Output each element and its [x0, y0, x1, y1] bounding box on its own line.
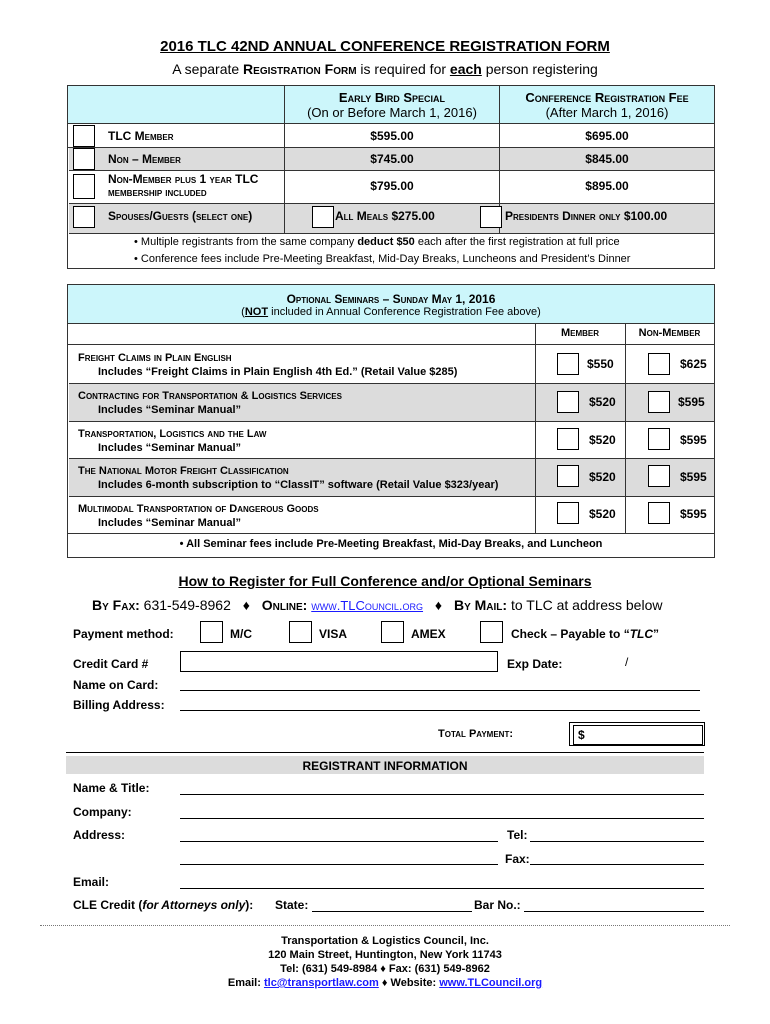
fee-early-value: $795.00 [370, 179, 414, 193]
not-word: NOT [244, 306, 269, 318]
address-field-1[interactable] [180, 841, 498, 842]
seminar-row [78, 351, 457, 379]
seminars-subtitle [68, 306, 714, 318]
fee-note-1 [134, 236, 620, 248]
all-meals-label: All Meals $275.00 [335, 209, 435, 223]
spouses-label: Spouses/Guests (select one) [108, 209, 253, 223]
spouses-checkbox[interactable] [73, 206, 95, 228]
name-on-card-field[interactable] [180, 690, 700, 691]
check-checkbox[interactable] [480, 621, 503, 643]
seminars-footnote: • All Seminar fees include Pre-Meeting Breakfast, Mid-Day Breaks, and Luncheon [179, 538, 603, 550]
regular-fee-title: Conference Registration Fee [525, 90, 689, 105]
check-text-end: ” [653, 627, 660, 641]
footer-phones: Tel: (631) 549-8984 ♦ Fax: (631) 549-8962 [280, 963, 490, 975]
seminar-nonmember-checkbox[interactable] [648, 353, 670, 375]
seminars-table [67, 284, 715, 558]
name-title-label: Name & Title: [73, 781, 150, 795]
fax-field[interactable] [530, 864, 704, 865]
seminar-row [78, 389, 342, 417]
fax-label: By Fax: [92, 597, 140, 613]
fee-row-label-line1: Non-Member plus 1 year TLC [108, 172, 259, 186]
note-text-2: each after the first registration at full price [414, 236, 620, 248]
seminar-nonmember-price: $625 [680, 357, 707, 371]
fee-early-value: $745.00 [370, 152, 414, 166]
seminar-row [78, 427, 266, 455]
seminar-desc: Includes “Freight Claims in Plain English 4th Ed.” (Retail Value $285) [98, 366, 458, 378]
state-field[interactable] [312, 911, 472, 912]
cle-text-end: ): [245, 898, 254, 912]
sub-rest: included in Annual Conference Registration Fee above) [268, 306, 541, 318]
billing-address-label: Billing Address: [73, 698, 165, 712]
cle-credit-label [73, 898, 253, 912]
paren: ( [241, 306, 245, 318]
mail-label: By Mail: [453, 597, 508, 613]
company-label: Company: [73, 805, 132, 819]
subtitle-bold: Registration Form [243, 61, 357, 77]
bar-number-label: Bar No.: [474, 898, 521, 912]
seminar-desc: Includes “Seminar Manual” [98, 404, 242, 416]
form-subtitle [0, 61, 770, 77]
seminar-name: The National Motor Freight Classification [78, 465, 289, 477]
credit-card-input[interactable] [180, 651, 498, 672]
website-link[interactable]: www.TLCouncil.org [311, 598, 424, 613]
footer-separator [40, 925, 730, 926]
subtitle-text-2: is required for [356, 61, 450, 77]
state-label: State: [275, 898, 309, 912]
company-field[interactable] [180, 818, 704, 819]
total-payment-inner [573, 725, 703, 745]
mc-label: M/C [230, 627, 252, 641]
seminar-member-checkbox[interactable] [557, 353, 579, 375]
seminars-title: Optional Seminars – Sunday May 1, 2016 [286, 292, 496, 306]
form-title: 2016 TLC 42ND ANNUAL CONFERENCE REGISTRATION FORM [160, 38, 610, 55]
email-field[interactable] [180, 888, 704, 889]
total-payment-label: Total Payment: [438, 728, 513, 740]
seminar-desc: Includes 6-month subscription to “ClassIT” software (Retail Value $323/year) [98, 479, 499, 491]
regular-fee-subtitle: (After March 1, 2016) [545, 105, 669, 120]
seminar-nonmember-price: $595 [680, 433, 707, 447]
nonmember-column-header: Non-Member [638, 327, 701, 339]
all-meals-checkbox[interactable] [312, 206, 334, 228]
footer-contact [0, 976, 770, 990]
tlc-member-checkbox[interactable] [73, 125, 95, 147]
total-payment-value: $ [578, 728, 585, 742]
tel-field[interactable] [530, 841, 704, 842]
early-bird-subtitle: (On or Before March 1, 2016) [307, 105, 477, 120]
divider [68, 344, 714, 345]
check-tlc: TLC [629, 627, 654, 641]
footer-email-label: Email: [227, 977, 264, 989]
early-bird-header [285, 90, 499, 120]
check-label [511, 627, 659, 641]
early-bird-title: Early Bird Special [338, 90, 446, 105]
cle-italic: for Attorneys only [142, 898, 246, 912]
fee-row-label-text: TLC Member [108, 129, 174, 143]
register-methods [92, 597, 662, 613]
total-payment-box[interactable] [569, 722, 705, 746]
presidents-dinner-label: Presidents Dinner only $100.00 [505, 209, 668, 223]
fee-early-value: $595.00 [370, 129, 414, 143]
amex-label: AMEX [411, 627, 446, 641]
member-column-header: Member [560, 327, 600, 339]
address-field-2[interactable] [180, 864, 498, 865]
diamond-icon: ♦ [242, 597, 250, 613]
address-label: Address: [73, 828, 126, 842]
seminar-member-checkbox[interactable] [557, 391, 579, 413]
how-to-register-title: How to Register for Full Conference and/or Optional Seminars [178, 573, 592, 589]
note-text: • Multiple registrants from the same company [134, 236, 358, 248]
fee-note-2: • Conference fees include Pre-Meeting Breakfast, Mid-Day Breaks, Luncheons and President’s Dinner [134, 253, 631, 265]
billing-address-field[interactable] [180, 710, 700, 711]
exp-date-label: Exp Date: [507, 657, 563, 671]
seminar-member-price: $520 [589, 507, 616, 521]
fee-row-label [108, 129, 174, 143]
bar-number-field[interactable] [524, 911, 704, 912]
seminar-member-price: $550 [587, 357, 614, 371]
seminar-member-checkbox[interactable] [557, 502, 579, 524]
note-bold: deduct $50 [357, 236, 415, 248]
non-member-checkbox[interactable] [73, 148, 95, 170]
footer-org: Transportation & Logistics Council, Inc. [281, 935, 489, 947]
divider [68, 533, 714, 534]
footer-email-link[interactable]: tlc@transportlaw.com [263, 977, 379, 989]
seminar-member-checkbox[interactable] [557, 465, 579, 487]
seminar-nonmember-price: $595 [680, 507, 707, 521]
seminar-nonmember-checkbox[interactable] [648, 465, 670, 487]
seminar-member-checkbox[interactable] [557, 428, 579, 450]
fee-regular-value: $845.00 [585, 152, 629, 166]
seminar-row [78, 464, 498, 492]
check-text: Check – Payable to “ [511, 627, 630, 641]
visa-checkbox[interactable] [289, 621, 312, 643]
seminar-member-price: $520 [589, 433, 616, 447]
registrant-header: REGISTRANT INFORMATION [302, 759, 468, 773]
diamond-icon: ♦ [434, 597, 443, 613]
fee-row-label-line2: membership included [108, 187, 207, 199]
seminar-row [78, 502, 319, 530]
mail-value: to TLC at address below [507, 597, 663, 613]
seminar-member-price: $520 [589, 470, 616, 484]
subtitle-each: each [449, 61, 482, 77]
tel-label: Tel: [507, 828, 528, 842]
footer [0, 934, 770, 990]
exp-date-slash[interactable]: / [625, 655, 629, 669]
fee-regular-value: $695.00 [585, 129, 629, 143]
footer-website-link[interactable]: www.TLCouncil.org [439, 977, 543, 989]
seminar-nonmember-checkbox[interactable] [648, 428, 670, 450]
seminar-name: Freight Claims in Plain English [78, 352, 232, 364]
regular-fee-header [500, 90, 714, 120]
seminar-nonmember-price: $595 [678, 395, 705, 409]
fee-row-label: Non – Member [108, 152, 181, 166]
seminar-name: Transportation, Logistics and the Law [78, 428, 267, 440]
email-label: Email: [73, 875, 110, 889]
online-label: Online: [261, 597, 308, 613]
fee-regular-value: $895.00 [585, 179, 629, 193]
seminar-member-price: $520 [589, 395, 616, 409]
seminar-name: Multimodal Transportation of Dangerous Goods [78, 503, 319, 515]
seminar-desc: Includes “Seminar Manual” [98, 442, 242, 454]
seminar-nonmember-checkbox[interactable] [648, 502, 670, 524]
footer-website-label: ♦ Website: [378, 977, 440, 989]
name-title-field[interactable] [180, 794, 704, 795]
fax-label: Fax: [505, 852, 530, 866]
subtitle-text: A separate [172, 61, 244, 77]
mc-checkbox[interactable] [200, 621, 223, 643]
amex-checkbox[interactable] [381, 621, 404, 643]
seminar-nonmember-checkbox[interactable] [648, 391, 670, 413]
subtitle-text-3: person registering [481, 61, 598, 77]
fee-row-label [108, 172, 258, 200]
visa-label: VISA [319, 627, 348, 641]
credit-card-label: Credit Card # [73, 657, 149, 671]
non-member-plus-checkbox[interactable] [73, 174, 95, 199]
seminar-name: Contracting for Transportation & Logistics Services [78, 390, 342, 402]
cle-text: CLE Credit ( [73, 898, 143, 912]
name-on-card-label: Name on Card: [73, 678, 159, 692]
payment-method-label: Payment method: [73, 627, 174, 641]
presidents-dinner-checkbox[interactable] [480, 206, 502, 228]
fax-value: 631-549-8962 [139, 597, 231, 613]
divider [535, 323, 536, 533]
seminar-nonmember-price: $595 [680, 470, 707, 484]
fee-table [67, 85, 715, 269]
divider [625, 323, 626, 533]
footer-address: 120 Main Street, Huntington, New York 11743 [268, 949, 502, 961]
seminar-desc: Includes “Seminar Manual” [98, 517, 242, 529]
